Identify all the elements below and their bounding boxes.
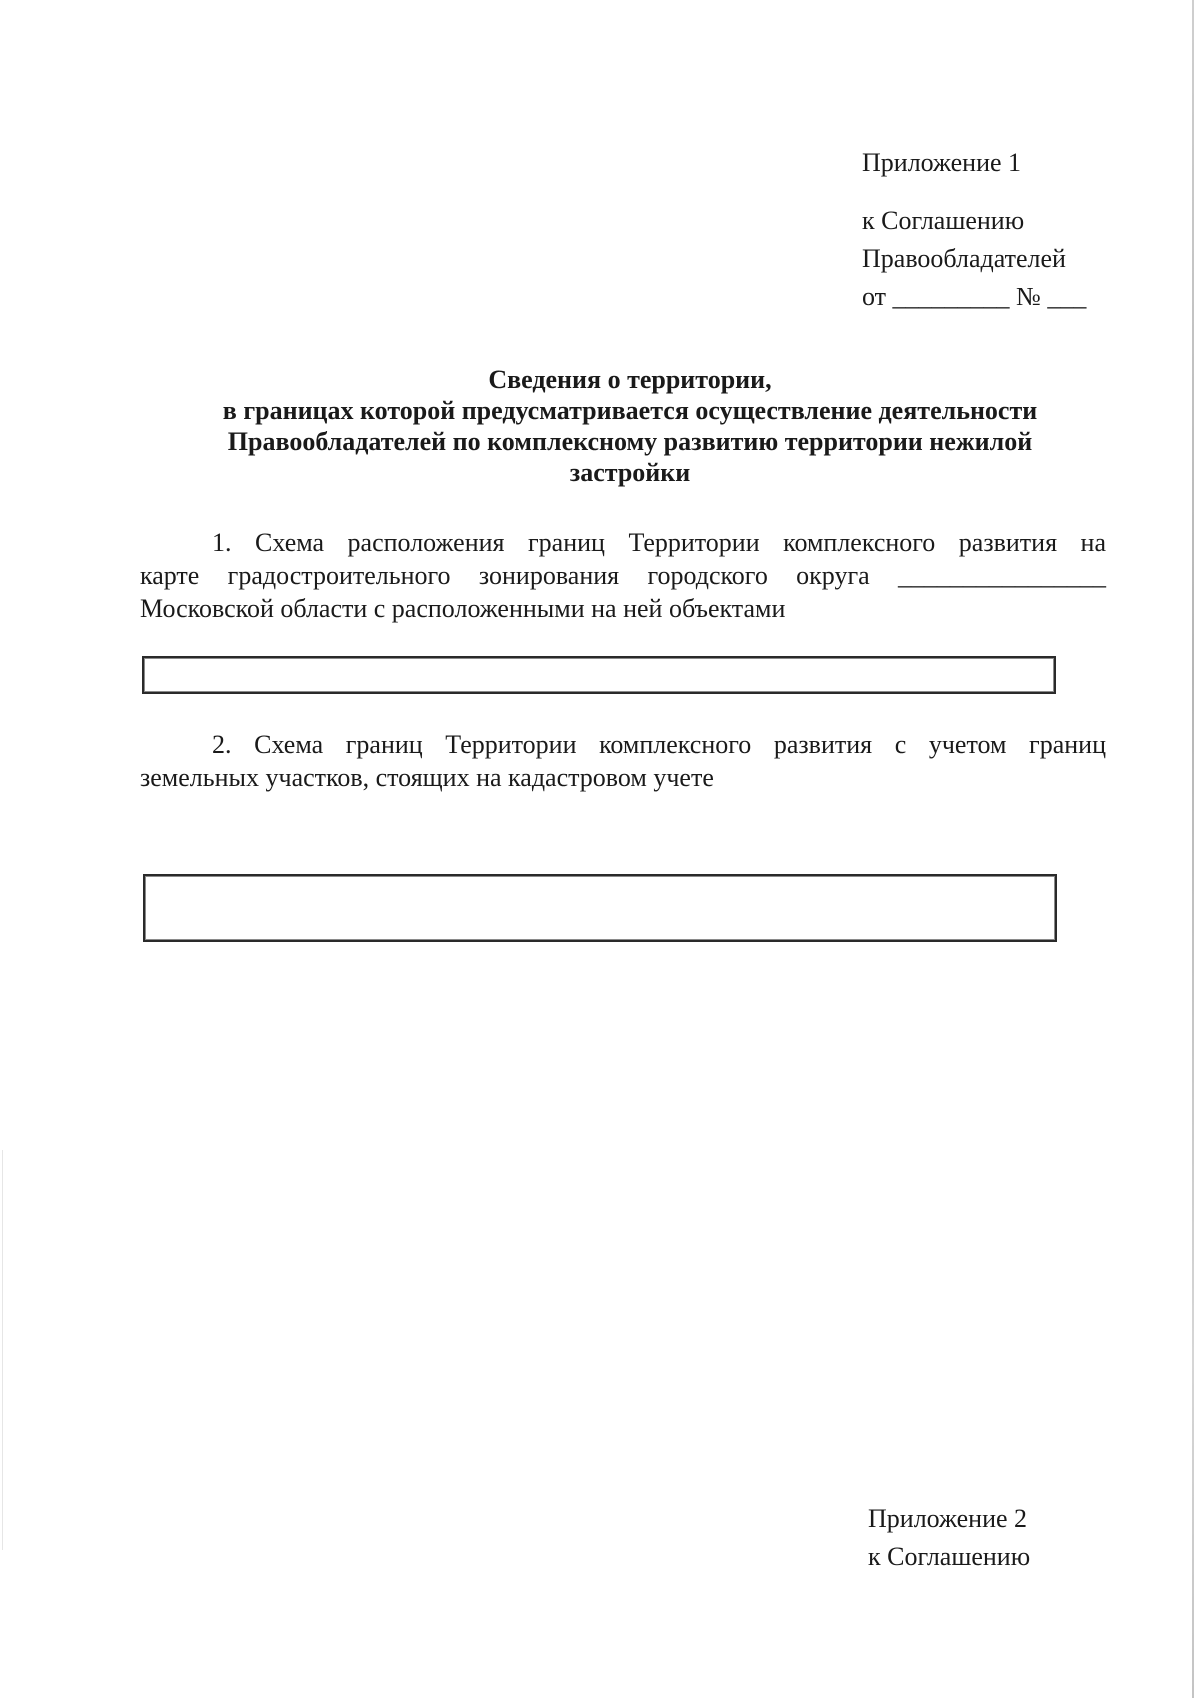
heading-line: застройки xyxy=(569,458,691,487)
appendix2-to-agreement: к Соглашению xyxy=(868,1542,1031,1571)
section1-line: карте градостроительного зонирования городского округа ________________ xyxy=(140,561,1106,590)
scan-edge-left xyxy=(2,1150,3,1550)
document-heading xyxy=(150,364,1110,488)
appendix2-title: Приложение 2 xyxy=(868,1504,1028,1533)
heading-line: в границах которой предусматривается осуществление деятельности xyxy=(222,396,1038,425)
section1-paragraph xyxy=(140,526,1106,625)
section1-scheme-box xyxy=(142,656,1056,694)
heading-line: Сведения о территории, xyxy=(488,365,772,394)
appendix1-date-number: от _________ № ___ xyxy=(862,282,1087,311)
appendix1-holders: Правообладателей xyxy=(862,244,1066,273)
appendix1-to-agreement: к Соглашению xyxy=(862,206,1025,235)
section1-line: Московской области с расположенными на ней объектами xyxy=(140,594,786,623)
section2-line: земельных участков, стоящих на кадастровом учете xyxy=(140,763,714,792)
section2-line: 2. Схема границ Территории комплексного развития с учетом границ xyxy=(212,730,1106,759)
section2-paragraph xyxy=(140,728,1106,794)
section1-line: 1. Схема расположения границ Территории комплексного развития на xyxy=(212,528,1106,557)
scan-edge-shadow xyxy=(1192,0,1194,1698)
appendix1-title: Приложение 1 xyxy=(862,148,1022,177)
section2-scheme-box xyxy=(143,874,1057,942)
heading-line: Правообладателей по комплексному развитию территории нежилой xyxy=(227,427,1033,456)
